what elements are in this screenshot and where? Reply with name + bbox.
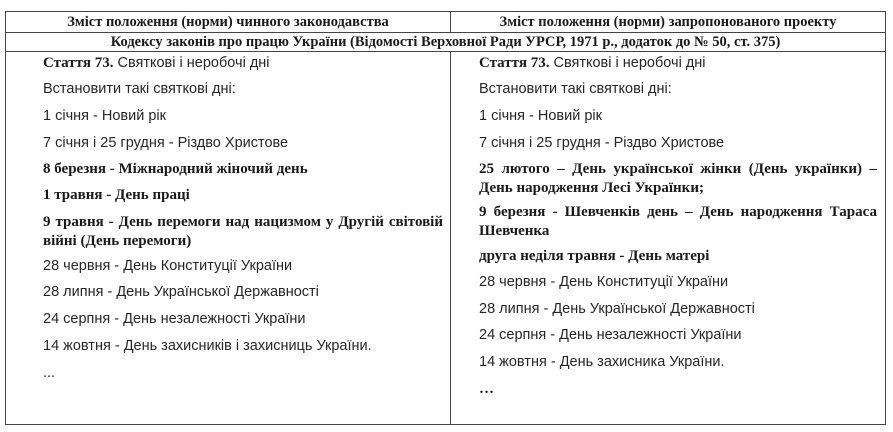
- left-article-label: Стаття 73.: [43, 55, 114, 71]
- header-current-law: Зміст положення (норми) чинного законодавства: [6, 12, 451, 33]
- left-item-womens-day: 8 березня - Міжнародний жіночий день: [43, 161, 308, 177]
- right-item-independence-day: 24 серпня - День незалежності України: [479, 327, 742, 343]
- right-column: [451, 52, 886, 425]
- left-item-independence-day: 24 серпня - День незалежності України: [43, 311, 306, 327]
- code-title-row: [6, 33, 886, 52]
- right-item-shevchenko-day: 9 березня - Шевченків день – День народження Тараса Шевченка: [479, 204, 877, 239]
- right-item-new-year: 1 січня - Новий рік: [479, 108, 602, 124]
- right-ellipsis: …: [479, 381, 494, 397]
- right-item-mothers-day: друга неділя травня - День матері: [479, 248, 710, 264]
- right-item-ukrainian-woman-day: 25 лютого – День української жінки (День українки) – День народження Лесі Українки;: [479, 161, 877, 196]
- left-column: [6, 52, 451, 425]
- right-item-statehood-day: 28 липня - День Української Державності: [479, 301, 755, 317]
- right-article-title: Святкові і неробочі дні: [549, 55, 706, 71]
- comparison-table: [5, 11, 886, 425]
- left-article-title: Святкові і неробочі дні: [113, 55, 270, 71]
- right-intro: Встановити такі святкові дні:: [479, 81, 672, 97]
- left-item-victory-day: 9 травня - День перемоги над нацизмом у Другій світовій війні (День перемоги): [43, 214, 443, 249]
- code-title: Кодексу законів про працю України (Відомості Верховної Ради УРСР, 1971 р., додаток до № 50, ст. 375): [6, 33, 886, 52]
- right-article-heading: [479, 54, 869, 73]
- header-proposed-law: Зміст положення (норми) запропонованого проекту: [451, 12, 886, 33]
- left-item-defenders-day: 14 жовтня - День захисників і захисниць України.: [43, 338, 372, 354]
- left-article-heading: [43, 54, 433, 73]
- header-row: [6, 12, 886, 33]
- body-row: [6, 52, 886, 425]
- left-item-statehood-day: 28 липня - День Української Державності: [43, 284, 319, 300]
- left-item-labour-day: 1 травня - День праці: [43, 187, 190, 203]
- right-item-defender-day: 14 жовтня - День захисника України.: [479, 354, 725, 370]
- left-ellipsis: ...: [43, 365, 56, 381]
- right-article-label: Стаття 73.: [479, 55, 550, 71]
- left-item-christmas: 7 січня і 25 грудня - Різдво Христове: [43, 135, 289, 151]
- right-item-christmas: 7 січня і 25 грудня - Різдво Христове: [479, 135, 725, 151]
- right-item-constitution-day: 28 червня - День Конституції України: [479, 274, 729, 290]
- left-item-new-year: 1 січня - Новий рік: [43, 108, 166, 124]
- left-intro: Встановити такі святкові дні:: [43, 81, 236, 97]
- left-item-constitution-day: 28 червня - День Конституції України: [43, 258, 293, 274]
